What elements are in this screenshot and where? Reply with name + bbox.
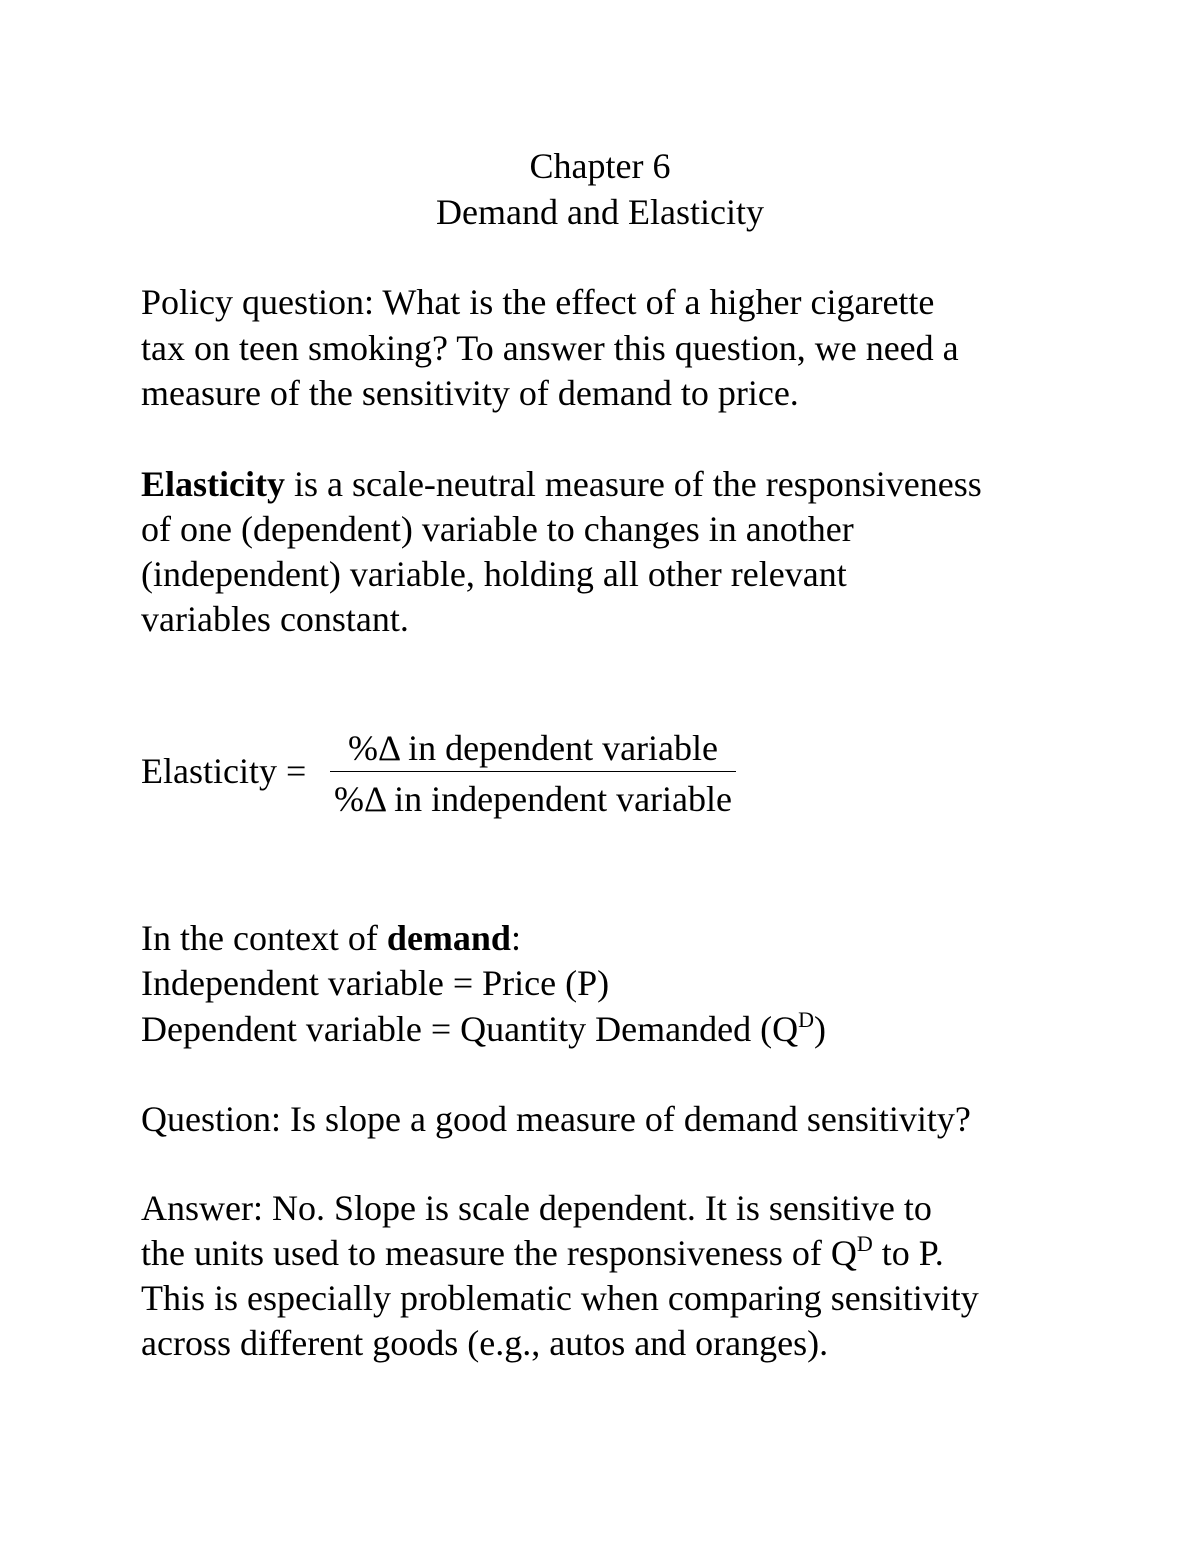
- definition-line-1-rest: is a scale-neutral measure of the responsiveness: [284, 464, 982, 504]
- definition-line-2: of one (dependent) variable to changes in another: [141, 509, 854, 549]
- policy-line-3: measure of the sensitivity of demand to price.: [141, 373, 799, 413]
- policy-line-1: Policy question: What is the effect of a higher cigarette: [141, 282, 935, 322]
- context-intro-post: :: [510, 918, 521, 958]
- independent-variable-line: Independent variable = Price (P): [141, 963, 610, 1003]
- definition-term: Elasticity: [141, 464, 285, 504]
- question-line: Question: Is slope a good measure of demand sensitivity?: [141, 1099, 971, 1139]
- answer-line-2-sup: D: [856, 1231, 873, 1256]
- formula-lhs: Elasticity =: [141, 751, 307, 791]
- answer-line-4: across different goods (e.g., autos and oranges).: [141, 1323, 829, 1363]
- formula-denominator: %Δ in independent variable: [333, 779, 733, 819]
- context-intro: [141, 920, 521, 956]
- answer-line-3: This is especially problematic when comparing sensitivity: [141, 1278, 979, 1318]
- policy-line-2: tax on teen smoking? To answer this question, we need a: [141, 328, 959, 368]
- dependent-variable-sup: D: [798, 1007, 814, 1032]
- answer-line-2-post: to P.: [872, 1233, 944, 1273]
- definition-line-4: variables constant.: [141, 599, 409, 639]
- context-intro-bold: demand: [386, 918, 511, 958]
- formula-numerator: %Δ in dependent variable: [347, 728, 719, 768]
- chapter-heading: Chapter 6: [529, 146, 671, 186]
- dependent-variable-post: ): [813, 1009, 826, 1049]
- answer-line-1: Answer: No. Slope is scale dependent. It is sensitive to: [141, 1188, 932, 1228]
- definition-line-3: (independent) variable, holding all other relevant: [141, 554, 847, 594]
- answer-line-2: [141, 1231, 944, 1273]
- definition-line-1: [141, 466, 982, 502]
- answer-line-2-pre: the units used to measure the responsiveness of Q: [141, 1233, 857, 1273]
- chapter-title: Demand and Elasticity: [436, 192, 764, 232]
- formula-fraction-bar: [330, 771, 736, 772]
- context-intro-pre: In the context of: [141, 918, 387, 958]
- dependent-variable-line: [141, 1007, 826, 1049]
- dependent-variable-pre: Dependent variable = Quantity Demanded (Q: [141, 1009, 799, 1049]
